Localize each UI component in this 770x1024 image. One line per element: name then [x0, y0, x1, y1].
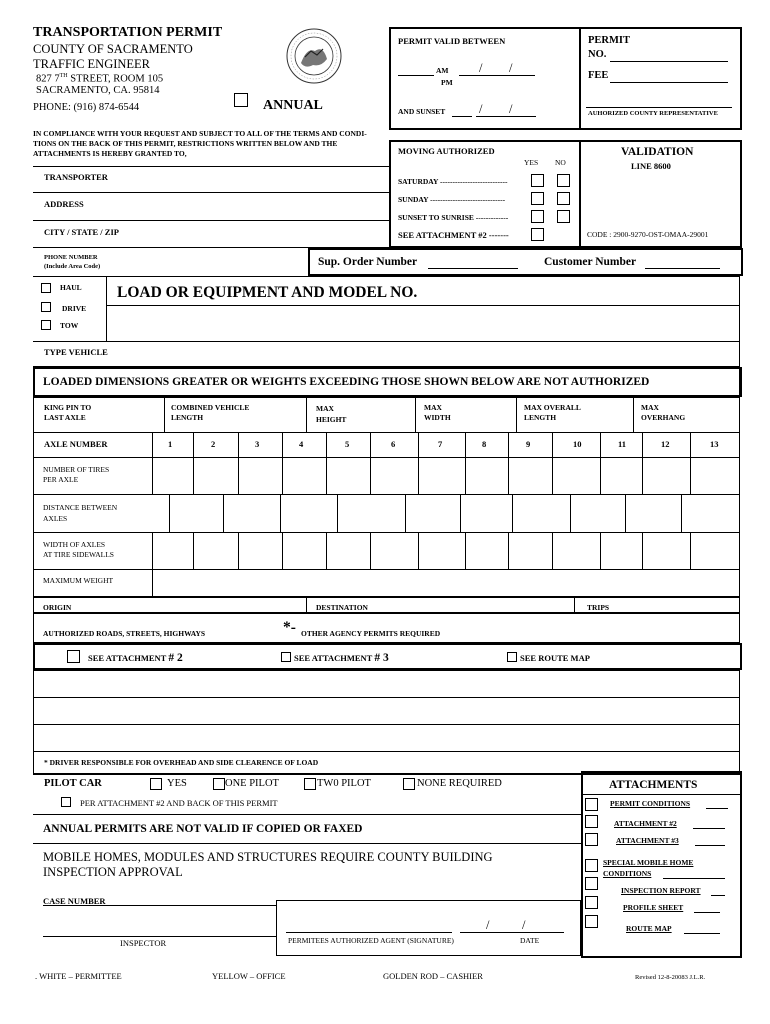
county-rep-signature-line[interactable] [586, 107, 732, 108]
attachment-3-label: ATTACHMENT #3 [616, 836, 679, 845]
kingpin-label: LAST AXLE [44, 413, 86, 422]
permit-no-label: NO. [588, 49, 607, 60]
date-label: DATE [520, 936, 540, 945]
attachment-2-list-label: ATTACHMENT #2 [614, 819, 677, 828]
see-attachment-2-checkbox[interactable] [67, 650, 80, 663]
sunset-yes-checkbox[interactable] [531, 210, 544, 223]
see-attachment-2-label: SEE ATTACHMENT #2 ------- [398, 230, 509, 240]
annual-label: ANNUAL [263, 98, 323, 113]
combined-length-label: COMBINED VEHICLE [171, 403, 250, 412]
width-of-axles-label: AT TIRE SIDEWALLS [43, 550, 114, 559]
tow-label: TOW [60, 321, 79, 330]
type-vehicle-label: TYPE VEHICLE [44, 347, 108, 357]
distance-between-axles-label: AXLES [43, 514, 68, 523]
distance-between-axles-label: DISTANCE BETWEEN [43, 503, 118, 512]
date-separator: / [522, 918, 526, 932]
axle-number-cell: 11 [618, 439, 627, 449]
tires-per-axle-cell[interactable] [283, 458, 325, 493]
inspector-label: INSPECTOR [120, 938, 167, 948]
inspection-report-checkbox[interactable] [585, 877, 598, 890]
attachments-heading: ATTACHMENTS [609, 779, 698, 791]
permit-conditions-checkbox[interactable] [585, 798, 598, 811]
route-map-checkbox[interactable] [585, 915, 598, 928]
max-overall-length-label: MAX OVERALL [524, 403, 581, 412]
city-address: SACRAMENTO, CA. 95814 [36, 85, 160, 96]
sunset-no-checkbox[interactable] [557, 210, 570, 223]
tires-per-axle-cell[interactable] [371, 458, 417, 493]
attachment-3-checkbox[interactable] [585, 833, 598, 846]
trips-label: TRIPS [587, 603, 610, 612]
sunset-sunrise-label: SUNSET TO SUNRISE ------------- [398, 213, 509, 222]
department-name: TRAFFIC ENGINEER [33, 57, 151, 71]
per-attachment-checkbox[interactable] [61, 797, 71, 807]
authorized-roads-row [33, 613, 740, 643]
agent-signature-box [276, 900, 581, 956]
phone-area-code-label: (Include Area Code) [44, 263, 101, 270]
combined-length-label: LENGTH [171, 413, 204, 422]
axle-width-cell[interactable] [239, 533, 281, 568]
tires-per-axle-label: PER AXLE [43, 475, 79, 484]
axle-width-cell[interactable] [643, 533, 689, 568]
pilot-car-label: PILOT CAR [44, 778, 102, 789]
street-address: 827 7TH STREET, ROOM 105 [36, 73, 164, 85]
grid-line [642, 432, 643, 457]
tires-per-axle-cell[interactable] [327, 458, 369, 493]
axle-number-cell: 4 [299, 439, 304, 449]
grid-line [552, 432, 553, 457]
no-column-label: NO [555, 158, 566, 167]
permit-valid-heading: PERMIT VALID BETWEEN [398, 36, 506, 46]
width-of-axles-label: WIDTH OF AXLES [43, 540, 106, 549]
sup-order-field[interactable] [428, 268, 518, 269]
address-field[interactable] [33, 220, 389, 221]
inspection-report-label: INSPECTION REPORT [621, 886, 701, 895]
maximum-weight-field[interactable] [153, 570, 739, 596]
tires-per-axle-cell[interactable] [509, 458, 551, 493]
asterisk-mark: *- [283, 619, 296, 636]
address-label: ADDRESS [44, 199, 84, 209]
authorized-roads-label: AUTHORIZED ROADS, STREETS, HIGHWAYS [43, 629, 206, 638]
fee-field[interactable] [610, 82, 728, 83]
two-pilot-checkbox[interactable] [304, 778, 316, 790]
axle-number-cell: 5 [345, 439, 350, 449]
copy-white-label: . WHITE – PERMITTEE [35, 971, 122, 981]
and-sunset-label: AND SUNSET [398, 107, 446, 116]
axle-number-cell: 6 [391, 439, 396, 449]
date-separator: / [486, 918, 490, 932]
yes-column-label: YES [524, 158, 539, 167]
tires-per-axle-cell[interactable] [691, 458, 739, 493]
start-time-field[interactable] [398, 75, 434, 76]
axle-width-cell[interactable] [419, 533, 464, 568]
axle-number-cell: 2 [211, 439, 216, 449]
max-height-label: MAX [316, 404, 334, 413]
origin-destination-row [33, 597, 740, 613]
start-date-field[interactable] [459, 75, 535, 76]
grid-line [418, 432, 419, 457]
axle-number-cell: 7 [438, 439, 443, 449]
axle-width-cell[interactable] [283, 533, 325, 568]
per-attachment-label: PER ATTACHMENT #2 AND BACK OF THIS PERMIT [80, 798, 278, 808]
dimensions-warning: LOADED DIMENSIONS GREATER OR WEIGHTS EXCEEDING THOSE SHOWN BELOW ARE NOT AUTHORIZED [43, 376, 650, 388]
kingpin-label: KING PIN TO [44, 403, 92, 412]
grid-line [152, 432, 153, 457]
haul-label: HAUL [60, 283, 82, 292]
grid-line [690, 432, 691, 457]
axle-number-label: AXLE NUMBER [44, 439, 108, 449]
axle-distance-cell[interactable] [224, 495, 279, 531]
see-attachment-3-checkbox[interactable] [281, 652, 291, 662]
attachment-2-list-checkbox[interactable] [585, 815, 598, 828]
sunday-label: SUNDAY ------------------------------ [398, 195, 506, 204]
date-separator: / [509, 61, 513, 75]
load-equipment-heading: LOAD OR EQUIPMENT AND MODEL NO. [117, 284, 418, 301]
permit-number-field[interactable] [610, 61, 728, 62]
one-pilot-checkbox[interactable] [213, 778, 225, 790]
grid-line [282, 432, 283, 457]
validation-heading: VALIDATION [621, 146, 694, 158]
copy-yellow-label: YELLOW – OFFICE [212, 971, 286, 981]
load-equipment-field[interactable] [106, 305, 739, 306]
sup-order-label: Sup. Order Number [318, 256, 418, 268]
sunday-no-checkbox[interactable] [557, 192, 570, 205]
tires-per-axle-cell[interactable] [239, 458, 281, 493]
axle-width-cell[interactable] [466, 533, 507, 568]
tow-checkbox[interactable] [41, 320, 51, 330]
county-seal-icon [285, 27, 343, 85]
phone-number: PHONE: (916) 874-6544 [33, 102, 140, 113]
tires-per-axle-cell[interactable] [194, 458, 237, 493]
pilot-yes-checkbox[interactable] [150, 778, 162, 790]
max-width-label: MAX [424, 403, 442, 412]
special-mobile-home-label: SPECIAL MOBILE HOME [603, 858, 694, 867]
axle-number-cell: 8 [482, 439, 487, 449]
date-separator: / [479, 61, 483, 75]
agent-signature-label: PERMITEES AUTHORIZED AGENT (SIGNATURE) [288, 936, 454, 945]
maximum-weight-label: MAXIMUM WEIGHT [43, 576, 114, 585]
axle-width-cell[interactable] [194, 533, 237, 568]
county-rep-label: AUHORIZED COUNTY REPRESENTATIVE [588, 110, 718, 117]
case-number-label: CASE NUMBER [43, 896, 106, 906]
compliance-line-1: IN COMPLIANCE WITH YOUR REQUEST AND SUBJECT TO ALL OF THE TERMS AND CONDI- [33, 129, 367, 138]
axle-distance-cell[interactable] [281, 495, 336, 531]
transporter-label: TRANSPORTER [44, 172, 108, 182]
date-separator: / [509, 102, 513, 116]
axle-width-cell[interactable] [327, 533, 369, 568]
signature-date-field[interactable] [460, 932, 564, 933]
transporter-field[interactable] [33, 192, 389, 193]
max-height-label: HEIGHT [316, 415, 347, 424]
permit-label: PERMIT [588, 35, 630, 46]
saturday-no-checkbox[interactable] [557, 174, 570, 187]
axle-distance-cell[interactable] [626, 495, 680, 531]
axle-width-cell[interactable] [153, 533, 192, 568]
see-route-map-checkbox[interactable] [507, 652, 517, 662]
tires-per-axle-cell[interactable] [419, 458, 464, 493]
phone-number-label: PHONE NUMBER [44, 254, 98, 261]
special-mobile-home-checkbox[interactable] [585, 859, 598, 872]
am-label: AM [436, 66, 449, 75]
axle-distance-cell[interactable] [571, 495, 624, 531]
permit-conditions-label: PERMIT CONDITIONS [610, 799, 691, 808]
agent-signature-line[interactable] [286, 932, 452, 933]
tires-per-axle-cell[interactable] [601, 458, 641, 493]
axle-distance-cell[interactable] [682, 495, 739, 531]
case-number-field[interactable] [43, 905, 276, 906]
profile-sheet-checkbox[interactable] [585, 896, 598, 909]
mobile-homes-note-2: INSPECTION APPROVAL [43, 865, 183, 879]
other-agency-label: OTHER AGENCY PERMITS REQUIRED [301, 629, 441, 638]
customer-number-label: Customer Number [544, 256, 637, 268]
axle-number-cell: 9 [526, 439, 531, 449]
axle-width-cell[interactable] [509, 533, 551, 568]
saturday-yes-checkbox[interactable] [531, 174, 544, 187]
customer-number-field[interactable] [645, 268, 720, 269]
end-date-field[interactable] [476, 116, 536, 117]
annual-checkbox[interactable] [234, 93, 248, 107]
tires-per-axle-cell[interactable] [153, 458, 192, 493]
drive-checkbox[interactable] [41, 302, 51, 312]
attachment-2-checkbox[interactable] [531, 228, 544, 241]
tires-per-axle-cell[interactable] [643, 458, 689, 493]
city-state-zip-label: CITY / STATE / ZIP [44, 227, 119, 237]
grid-line [238, 432, 239, 457]
grid-line [370, 432, 371, 457]
max-overhang-label: OVERHANG [641, 413, 686, 422]
inspector-signature-line[interactable] [43, 936, 276, 937]
validation-line: LINE 8600 [631, 161, 671, 171]
mobile-homes-note-1: MOBILE HOMES, MODULES AND STRUCTURES REQUIRE COUNTY BUILDING [43, 850, 493, 864]
see-attachment-3-label: SEE ATTACHMENT # 3 [294, 652, 389, 664]
one-pilot-label: ONE PILOT [225, 778, 279, 789]
axle-number-cell: 13 [710, 439, 719, 449]
pm-label: PM [441, 78, 453, 87]
axle-distance-cell[interactable] [338, 495, 404, 531]
axle-width-cell[interactable] [691, 533, 739, 568]
special-mobile-home-conditions-label: CONDITIONS [603, 869, 652, 878]
see-attachment-2-route-label: SEE ATTACHMENT # 2 [88, 652, 183, 664]
grid-line [508, 432, 509, 457]
drive-label: DRIVE [62, 304, 87, 313]
none-required-label: NONE REQUIRED [417, 778, 502, 789]
saturday-label: SATURDAY --------------------------- [398, 177, 508, 186]
haul-checkbox[interactable] [41, 283, 51, 293]
origin-label: ORIGIN [43, 603, 72, 612]
fee-label: FEE [588, 70, 609, 81]
see-route-map-label: SEE ROUTE MAP [520, 653, 590, 663]
axle-width-cell[interactable] [553, 533, 599, 568]
date-separator: / [479, 102, 483, 116]
max-overall-length-label: LENGTH [524, 413, 557, 422]
axle-number-cell: 1 [168, 439, 173, 449]
revision-label: Revised 12-8-20083 J.L.R. [635, 974, 706, 981]
two-pilot-label: TW0 PILOT [317, 778, 371, 789]
route-map-label: ROUTE MAP [626, 924, 672, 933]
grid-line [465, 432, 466, 457]
axle-distance-cell[interactable] [461, 495, 511, 531]
grid-line [193, 432, 194, 457]
axle-distance-cell[interactable] [513, 495, 569, 531]
annual-not-valid-note: ANNUAL PERMITS ARE NOT VALID IF COPIED OR FAXED [43, 823, 363, 835]
axle-number-cell: 10 [573, 439, 582, 449]
grid-line [326, 432, 327, 457]
copy-golden-label: GOLDEN ROD – CASHIER [383, 971, 483, 981]
compliance-line-2: TIONS ON THE BACK OF THIS PERMIT, RESTRICTIONS WRITTEN BELOW AND THE [33, 139, 338, 148]
axle-number-cell: 3 [255, 439, 260, 449]
axle-width-cell[interactable] [371, 533, 417, 568]
axle-width-cell[interactable] [601, 533, 641, 568]
max-width-label: WIDTH [424, 413, 451, 422]
sunday-yes-checkbox[interactable] [531, 192, 544, 205]
tires-per-axle-label: NUMBER OF TIRES [43, 465, 110, 474]
form-title: TRANSPORTATION PERMIT [33, 25, 223, 40]
destination-label: DESTINATION [316, 603, 368, 612]
tires-per-axle-cell[interactable] [466, 458, 507, 493]
axle-distance-cell[interactable] [170, 495, 222, 531]
max-overhang-label: MAX [641, 403, 659, 412]
axle-distance-cell[interactable] [406, 495, 459, 531]
axle-number-cell: 12 [661, 439, 670, 449]
pilot-yes-label: YES [167, 778, 187, 789]
compliance-line-3: ATTACHMENTS IS HEREBY GRANTED TO, [33, 149, 187, 158]
profile-sheet-label: PROFILE SHEET [623, 903, 684, 912]
grid-line [600, 432, 601, 457]
driver-responsibility-note: * DRIVER RESPONSIBLE FOR OVERHEAD AND SIDE CLEARENCE OF LOAD [44, 758, 319, 767]
tires-per-axle-cell[interactable] [553, 458, 599, 493]
none-required-checkbox[interactable] [403, 778, 415, 790]
county-name: COUNTY OF SACRAMENTO [33, 42, 193, 56]
moving-authorized-heading: MOVING AUTHORIZED [398, 146, 495, 156]
validation-code: CODE : 2900-9270-OST-OMAA-29001 [587, 230, 709, 239]
